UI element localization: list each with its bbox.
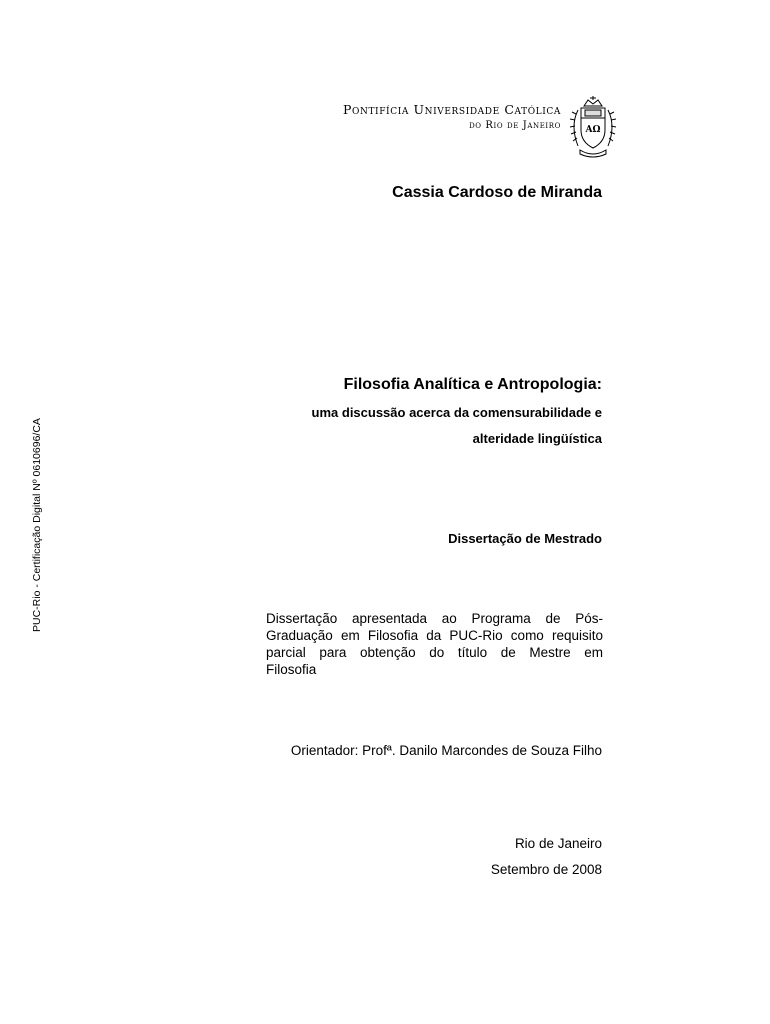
submission-statement-line: Dissertação apresentada ao Programa de Pós-	[266, 611, 603, 626]
submission-statement-line: Filosofia	[266, 662, 317, 677]
university-crest-icon	[566, 96, 620, 160]
crest-emblem-text: AΩ	[585, 125, 601, 135]
submission-statement	[266, 610, 603, 678]
submission-statement-line: Graduação em Filosofia da PUC-Rio como requisito	[266, 628, 603, 643]
document-type: Dissertação de Mestrado	[448, 531, 602, 546]
thesis-subtitle-line-1: uma discussão acerca da comensurabilidade e	[311, 405, 602, 420]
thesis-title: Filosofia Analítica e Antropologia:	[343, 376, 602, 393]
advisor-line: Orientador: Profª. Danilo Marcondes de Souza Filho	[290, 743, 602, 758]
thesis-subtitle-line-2: alteridade lingüística	[472, 431, 602, 446]
city: Rio de Janeiro	[514, 836, 602, 851]
university-location: do Rio de Janeiro	[469, 120, 561, 131]
university-header	[300, 96, 620, 162]
submission-statement-line: parcial para obtenção do título de Mestre em	[266, 645, 603, 660]
side-certification-text: PUC-Rio - Certificação Digital Nº 0610696/CA	[31, 418, 43, 632]
date: Setembro de 2008	[490, 862, 602, 877]
university-name: Pontifícia Universidade Católica	[342, 102, 561, 117]
author-name: Cassia Cardoso de Miranda	[392, 184, 602, 201]
